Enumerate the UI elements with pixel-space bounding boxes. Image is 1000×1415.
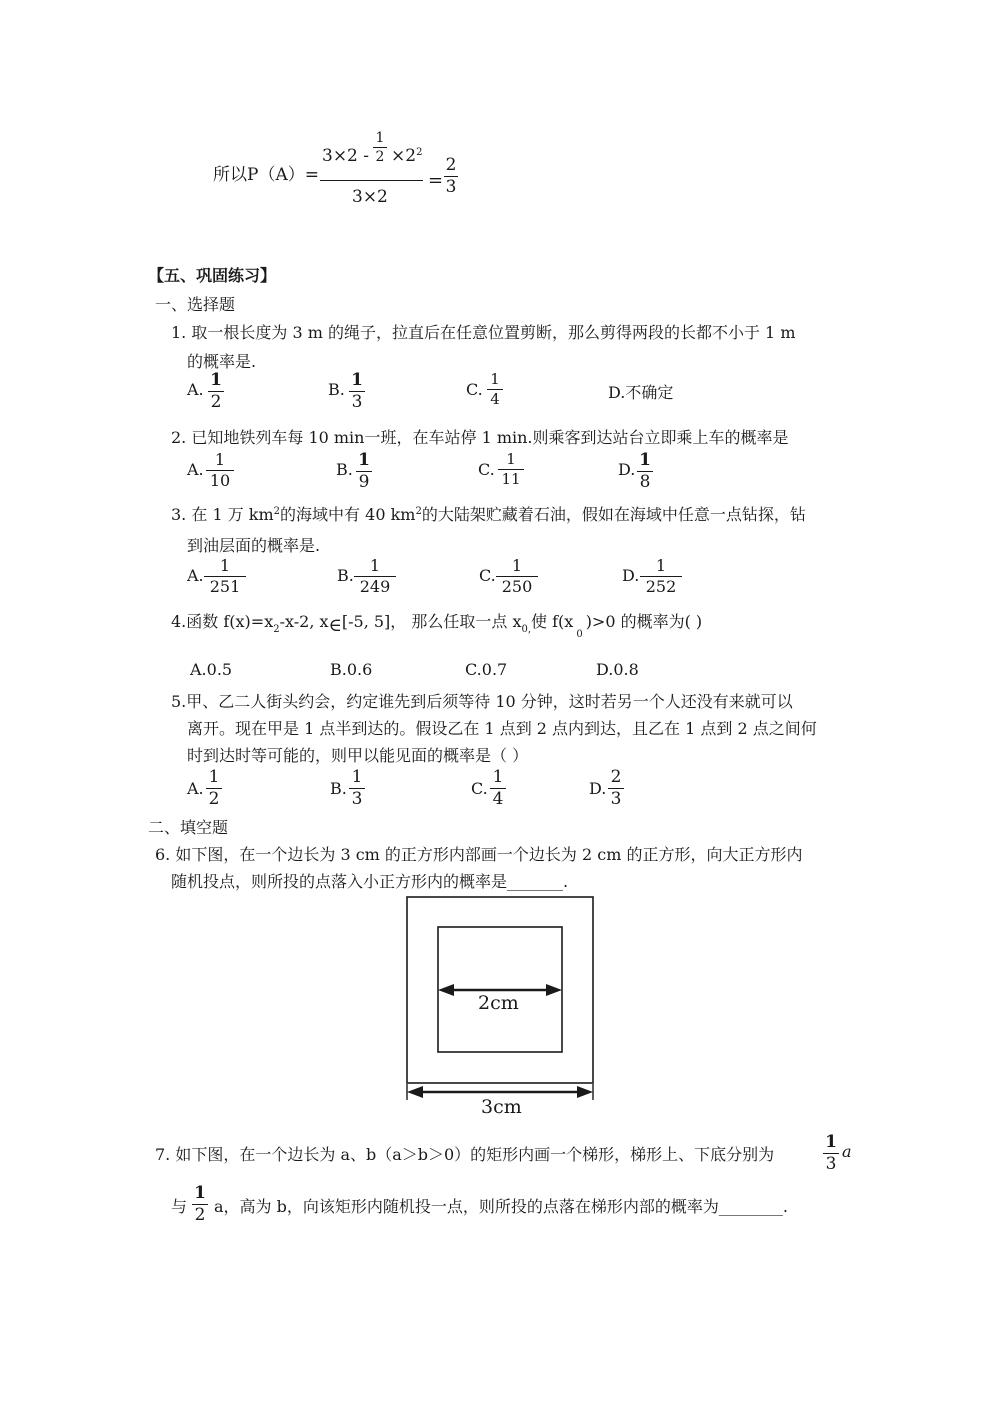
q3-option-b-label: B.: [337, 566, 354, 585]
q4-text: )>0 的概率为( ): [585, 612, 703, 631]
frac-den: 249: [359, 577, 391, 596]
q5-line3: 时到达时等可能的，则甲以能见面的概率是（ ）: [187, 746, 529, 765]
q4-option-a: A.0.5: [190, 660, 233, 679]
frac-den: 3: [351, 789, 363, 809]
q1-option-a: [208, 372, 224, 411]
frac-den: 9: [358, 472, 370, 492]
part2-title: 二、填空题: [148, 818, 229, 837]
q5-option-b-label: B.: [330, 779, 347, 798]
q1-line1: 1. 取一根长度为 3 m 的绳子，拉直后在任意位置剪断，那么剪得两段的长都不小于 1 m: [171, 323, 796, 342]
q5-option-a: [206, 769, 222, 808]
frac-num: 1: [655, 556, 667, 575]
q3-option-a: [204, 558, 246, 595]
q1-option-b: [349, 372, 365, 411]
q3-option-c: [496, 558, 538, 595]
frac-num: 1: [351, 370, 363, 390]
q4-line1: [171, 609, 702, 639]
q6-line2: 随机投点，则所投的点落入小正方形内的概率是_______.: [171, 872, 569, 891]
q2-line1: 2. 已知地铁列车每 10 min一班，在车站停 1 min.则乘客到达站台立即乘上车的概率是: [171, 428, 789, 447]
q3-line1: [171, 502, 806, 525]
q3-option-d: [640, 558, 682, 595]
frac-den: 4: [492, 789, 504, 809]
frac-num: 1: [639, 450, 651, 470]
frac-den: 252: [645, 577, 677, 596]
q5-option-d: [608, 769, 624, 808]
q2-option-d: [637, 452, 653, 491]
q3-option-d-label: D.: [622, 566, 640, 585]
formula-prefix: 所以P（A）=: [213, 165, 319, 185]
frac-num: 1: [194, 1183, 206, 1203]
inner-arrow-left: [438, 984, 454, 996]
formula-numerator-left: 3×2 -: [322, 146, 370, 166]
q5-line1: 5.甲、乙二人街头约会，约定谁先到后须等待 10 分钟，这时若另一个人还没有来就可以: [171, 692, 793, 711]
frac-num: 1: [369, 556, 381, 575]
formula-half-num: 1: [375, 130, 385, 146]
option-text: 不确定: [625, 383, 674, 402]
q5-option-d-label: D.: [589, 779, 607, 798]
q3-line1-part: 3. 在 1 万 km: [171, 505, 274, 524]
element-of-symbol: ∈: [328, 615, 342, 636]
q4-text: -x-2, x: [279, 612, 329, 631]
q4-sub: 0,: [521, 624, 532, 635]
q2-option-b-label: B.: [336, 460, 353, 479]
q2-option-c-label: C.: [478, 460, 495, 479]
formula-denominator: 3×2: [352, 187, 388, 207]
frac-num: 1: [214, 450, 226, 469]
q6-line1: 6. 如下图，在一个边长为 3 cm 的正方形内部画一个边长为 2 cm 的正方形，向大正方形内: [155, 845, 803, 864]
formula-equals: =: [428, 170, 444, 191]
formula-half-fraction: [373, 131, 387, 164]
q2-option-d-label: D.: [618, 460, 636, 479]
q2-option-a-label: A.: [187, 460, 204, 479]
q3-line1-part: 的大陆架贮藏着石油，假如在海域中任意一点钻探，钻: [421, 505, 806, 524]
frac-num: 1: [825, 1132, 837, 1152]
q1-option-b-label: B.: [328, 380, 345, 399]
outer-arrow-left: [407, 1086, 423, 1098]
q3-sup: 2: [273, 506, 281, 517]
frac-num: 1: [492, 767, 504, 787]
q7-line2-pre: 与: [171, 1197, 188, 1216]
q1-option-c-label: C.: [466, 380, 483, 399]
frac-den: 2: [208, 789, 220, 809]
inner-square-label: 2cm: [478, 992, 519, 1014]
q1-line2: 的概率是.: [187, 352, 257, 371]
q4-option-c: C.0.7: [465, 660, 508, 679]
q7-fraction-2: [192, 1185, 208, 1224]
frac-num: 1: [358, 450, 370, 470]
q5-option-b: [349, 769, 365, 808]
formula-result-num: 2: [445, 155, 457, 175]
q3-option-a-label: A.: [187, 566, 204, 585]
q4-option-b: B.0.6: [330, 660, 373, 679]
frac-den: 3: [825, 1154, 837, 1174]
formula-result-fraction: [444, 157, 458, 196]
q5-option-c-label: C.: [471, 779, 488, 798]
q4-text: 4.函数 f(x)=x: [171, 612, 274, 631]
q3-line1-part: 的海域中有 40 km: [280, 505, 416, 524]
frac-num: 1: [490, 370, 500, 388]
frac-num: 1: [351, 767, 363, 787]
frac-den: 251: [209, 577, 241, 596]
frac-num: 1: [219, 556, 231, 575]
q3-sup: 2: [415, 506, 422, 517]
part1-title: 一、选择题: [155, 295, 236, 314]
q4-text: [-5, 5]， 那么任取一点 x: [341, 612, 522, 631]
q4-sub: 0: [576, 629, 583, 640]
frac-num: 1: [511, 556, 523, 575]
q3-option-b: [354, 558, 396, 595]
frac-den: 4: [490, 390, 500, 408]
q7-line1: 7. 如下图，在一个边长为 a、b（a＞b＞0）的矩形内画一个梯形，梯形上、下底分别为: [155, 1145, 775, 1164]
q4-option-d: D.0.8: [596, 660, 639, 679]
frac-den: 11: [501, 470, 521, 488]
frac-den: 8: [639, 472, 651, 492]
formula-half-den: 2: [375, 149, 385, 165]
formula-main-bar: [320, 180, 423, 181]
q1-option-d: [608, 380, 673, 403]
outer-arrow-right: [577, 1086, 593, 1098]
outer-square-label: 3cm: [481, 1096, 522, 1118]
q3-line2: 到油层面的概率是.: [187, 536, 321, 555]
formula-numerator-right: [391, 146, 422, 166]
option-label: D.: [608, 383, 626, 402]
frac-den: 2: [194, 1205, 206, 1225]
frac-den: 10: [209, 471, 231, 490]
frac-num: 1: [506, 450, 516, 468]
fraction-bar: [373, 147, 387, 148]
q2-option-c: [498, 452, 524, 487]
formula-numerator-right-text: ×2: [391, 146, 417, 166]
q5-line2: 离开。现在甲是 1 点半到达的。假设乙在 1 点到 2 点内到达，且乙在 1 点到 2 点之间何: [187, 719, 817, 738]
frac-den: 2: [210, 392, 222, 412]
q7-fraction-1: [823, 1134, 839, 1173]
q7-line2-post: a，高为 b，向该矩形内随机投一点，则所投的点落在梯形内部的概率为________.: [214, 1197, 788, 1216]
q1-option-a-label: A.: [187, 380, 204, 399]
q1-option-c: [487, 372, 503, 407]
q2-option-a: [206, 452, 234, 489]
q2-option-b: [356, 452, 372, 491]
q7-var-a: a: [842, 1142, 852, 1161]
frac-num: 1: [210, 370, 222, 390]
section-title: 【五、巩固练习】: [148, 266, 277, 285]
frac-num: 2: [610, 767, 622, 787]
q4-text: 使 f(x: [531, 612, 574, 631]
q5-option-c: [490, 769, 506, 808]
q4-sub: 2: [273, 624, 280, 635]
formula-result-den: 3: [445, 177, 457, 197]
inner-arrow-right: [546, 984, 562, 996]
frac-den: 3: [610, 789, 622, 809]
frac-den: 250: [501, 577, 533, 596]
formula-numerator-exp: 2: [416, 147, 423, 158]
q5-option-a-label: A.: [187, 779, 204, 798]
frac-den: 3: [351, 392, 363, 412]
frac-num: 1: [208, 767, 220, 787]
q3-option-c-label: C.: [479, 566, 496, 585]
